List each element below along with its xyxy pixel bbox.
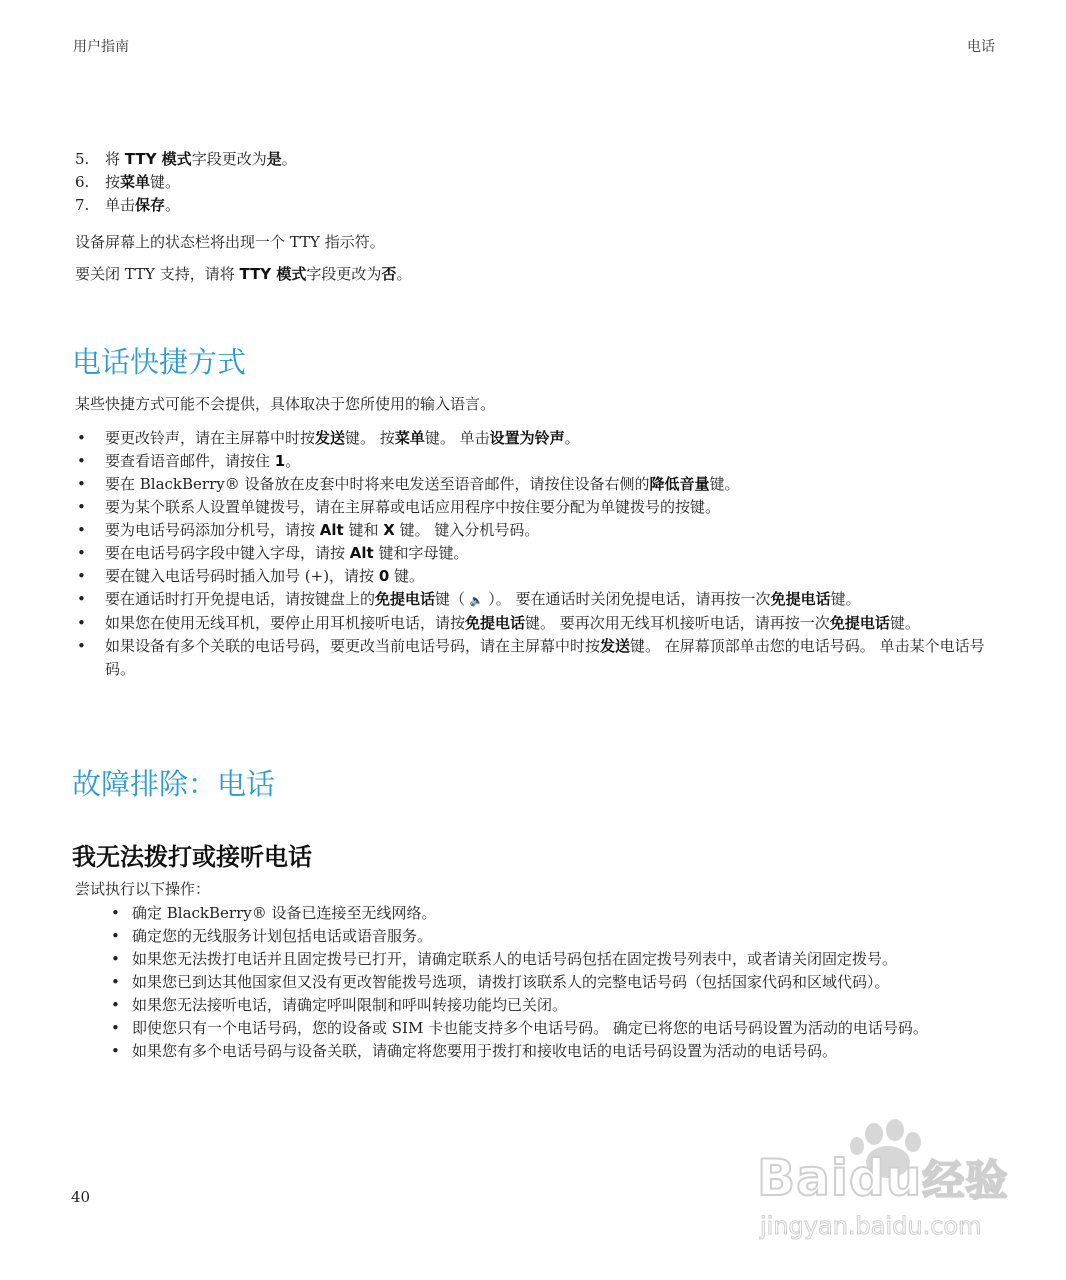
text-run: 将 — [105, 150, 125, 168]
text-run: 键。 单击 — [424, 429, 490, 447]
bold-term: 降低音量 — [649, 475, 710, 493]
bold-term: 0 — [378, 567, 390, 585]
text-run: 要关闭 TTY 支持，请将 — [75, 265, 240, 283]
list-item: • 如果您无法拨打电话并且固定拨号已打开，请确定联系人的电话号码包括在固定拨号列表中，或者请关闭固定拨号。 — [132, 948, 1004, 971]
bold-term: 否 — [381, 265, 397, 283]
text-run: 键。 在屏幕顶部单击您的电话号码。 单击某个电话号码。 — [105, 637, 985, 678]
bold-term: 设置为铃声 — [489, 429, 565, 447]
text-run: 要在 BlackBerry® 设备放在皮套中时将来电发送至语音邮件，请按住设备右侧的 — [105, 475, 650, 493]
bold-term: TTY 模式 — [124, 150, 192, 168]
list-item — [105, 588, 1005, 612]
list-item — [105, 427, 1005, 450]
shortcuts-intro: 某些快捷方式可能不会提供，具体取决于您所使用的输入语言。 — [75, 395, 496, 413]
bold-term: 免提电话 — [465, 614, 526, 632]
header-guide-title: 用户指南 — [73, 39, 129, 55]
list-item: • 确定 BlackBerry® 设备已连接至无线网络。 — [132, 902, 1004, 925]
bold-term: 发送 — [600, 637, 631, 655]
text-run: 键。 — [389, 567, 425, 585]
text-run: 键。 — [150, 173, 181, 191]
bold-term: 免提电话 — [829, 614, 890, 632]
text-run: 字段更改为 — [306, 265, 382, 283]
text-run: 键。 按 — [345, 429, 395, 447]
troubleshoot-list — [132, 902, 1004, 1063]
text-run: 键。 键入分机号码。 — [394, 521, 540, 539]
text-run: 要为电话号码添加分机号，请按 — [105, 521, 320, 539]
status-bar-note — [75, 231, 385, 252]
bold-term: 发送 — [315, 429, 346, 447]
bold-term: TTY 模式 — [239, 265, 307, 283]
list-item — [105, 519, 1005, 542]
text-run: ）。 要在通话时关闭免提电话，请再按一次 — [483, 590, 771, 608]
text-run: 设备屏幕上的状态栏将出现一个 TTY 指示符。 — [75, 233, 385, 251]
list-item: • 确定您的无线服务计划包括电话或语音服务。 — [132, 925, 1004, 948]
step-list — [75, 148, 297, 217]
page-number: 40 — [71, 1188, 91, 1206]
list-item — [105, 612, 1005, 635]
text-run: 。 — [285, 452, 301, 470]
list-item — [105, 542, 1005, 565]
section-title-phone-shortcuts: 电话快捷方式 — [72, 345, 247, 379]
list-item: • 如果您无法接听电话，请确定呼叫限制和呼叫转接功能均已关闭。 — [132, 994, 1004, 1017]
text-run: 要在键入电话号码时插入加号 (+)，请按 — [105, 567, 379, 585]
list-item: • 如果您已到达其他国家但又没有更改智能拨号选项，请拨打该联系人的完整电话号码（包括国家代码和区域代码）。 — [132, 971, 1004, 994]
text-run: 键。 要再次用无线耳机接听电话，请再按一次 — [525, 614, 830, 632]
bold-term: Alt — [319, 521, 344, 539]
bold-term: 菜单 — [394, 429, 425, 447]
text-run: 要更改铃声，请在主屏幕中时按 — [105, 429, 316, 447]
text-run: 单击 — [105, 196, 136, 214]
subsection-title-cannot-call: 我无法拨打或接听电话 — [72, 843, 312, 871]
bold-term: 1 — [274, 452, 286, 470]
text-run: 键和 — [343, 521, 384, 539]
text-run: 键和字母键。 — [373, 544, 469, 562]
bold-term: 保存 — [135, 196, 166, 214]
text-run: 键。 — [709, 475, 740, 493]
text-run: 按 — [105, 173, 121, 191]
step-item: 6. 按菜单键。 — [75, 173, 181, 191]
tty-off-note — [75, 263, 411, 284]
shortcuts-list — [105, 427, 1005, 681]
section-title-troubleshooting: 故障排除：电话 — [72, 767, 276, 801]
text-run: 字段更改为 — [191, 150, 267, 168]
text-run: 要为某个联系人设置单键拨号，请在主屏幕或电话应用程序中按住要分配为单键拨号的按键。 — [105, 498, 721, 516]
baidu-watermark — [752, 1118, 1012, 1248]
list-item — [105, 496, 1005, 519]
text-run: 要在通话时打开免提电话，请按键盘上的 — [105, 590, 376, 608]
text-run: 。 — [281, 150, 297, 168]
text-run: 。 — [396, 265, 412, 283]
watermark-url: jingyan.baidu.com — [760, 1212, 982, 1240]
bold-term: 是 — [266, 150, 282, 168]
list-item — [105, 473, 1005, 496]
bold-term: 免提电话 — [770, 590, 831, 608]
bold-term: Alt — [349, 544, 374, 562]
list-item — [105, 565, 1005, 588]
speaker-icon: 🔈 — [469, 594, 484, 607]
text-run: 。 — [165, 196, 181, 214]
list-item: • 如果您有多个电话号码与设备关联，请确定将您要用于拨打和接收电话的电话号码设置为活动的电话号码。 — [132, 1040, 1004, 1063]
bold-term: 菜单 — [120, 173, 151, 191]
text-run: 要查看语音邮件，请按住 — [105, 452, 275, 470]
step-item: 7. 单击保存。 — [75, 196, 181, 214]
list-item — [105, 450, 1005, 473]
watermark-brand: Baidu经验 — [757, 1149, 1009, 1207]
list-item — [105, 635, 1005, 681]
text-run: 要在电话号码字段中键入字母，请按 — [105, 544, 350, 562]
header-chapter-title: 电话 — [967, 39, 995, 55]
text-run: 如果设备有多个关联的电话号码，要更改当前电话号码，请在主屏幕中时按 — [105, 637, 601, 655]
text-run: 如果您在使用无线耳机，要停止用耳机接听电话，请按 — [105, 614, 466, 632]
text-run: 。 — [564, 429, 580, 447]
list-item: • 即使您只有一个电话号码，您的设备或 SIM 卡也能支持多个电话号码。 确定已将您的电话号码设置为活动的电话号码。 — [132, 1017, 1004, 1040]
text-run: 键。 — [830, 590, 861, 608]
text-run: 键。 — [889, 614, 920, 632]
text-run: 键（ — [435, 590, 470, 608]
step-item: 5. 将 TTY 模式字段更改为是。 — [75, 150, 297, 168]
troubleshoot-intro: 尝试执行以下操作： — [75, 880, 211, 898]
bold-term: 免提电话 — [375, 590, 436, 608]
bold-term: X — [383, 521, 395, 539]
